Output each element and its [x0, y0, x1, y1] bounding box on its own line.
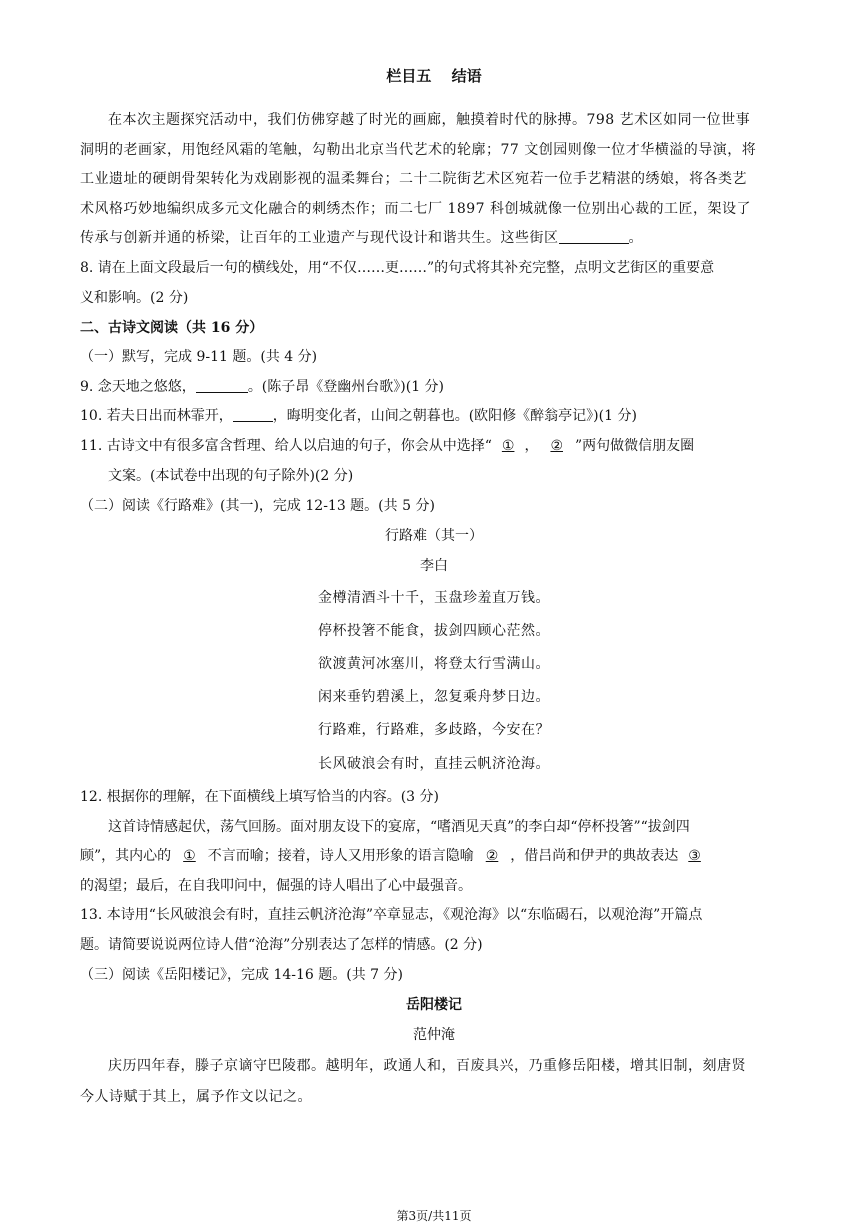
poem2-author: 范仲淹	[413, 1027, 455, 1043]
poem1-author: 李白	[420, 558, 448, 574]
sub2-title: （二）阅读《行路难》(其一)，完成 12-13 题。(共 5 分)	[80, 498, 435, 514]
question-12-line: 的渴望；最后，在自我叩问中，倔强的诗人唱出了心中最强音。	[80, 878, 472, 894]
poem1-line: 行路难，行路难，多歧路，今安在？	[318, 722, 550, 738]
section-title: 栏目五 结语	[386, 67, 482, 85]
passage-line: 洞明的老画家，用饱经风霜的笔触，勾勒出北京当代艺术的轮廓；77 文创园则像一位才华横溢的导演，将	[80, 142, 757, 158]
question-10-post: ，晦明变化者，山间之朝暮也。(欧阳修《醉翁亭记》)(1 分)	[272, 408, 637, 424]
poem1-line: 金樽清酒斗十千，玉盘珍羞直万钱。	[318, 590, 550, 606]
page-footer: 第3页/共11页	[396, 1209, 472, 1223]
blank-2[interactable]: ②	[485, 848, 499, 864]
poem2-line: 今人诗赋于其上，属予作文以记之。	[80, 1089, 312, 1105]
passage-line: 在本次主题探究活动中，我们仿佛穿越了时光的画廊，触摸着时代的脉搏。798 艺术区如同一位世事	[108, 112, 751, 128]
question-10-pre: 10. 若夫日出而林霏开，	[80, 408, 233, 424]
answer-blank[interactable]	[559, 229, 629, 244]
q12-text: 不言而喻；接着，诗人又用形象的语言隐喻	[207, 848, 474, 864]
question-11-mid: ，	[524, 438, 539, 454]
question-11-pre: 11. 古诗文中有很多富含哲理、给人以启迪的句子，你会从中选择“	[80, 438, 492, 454]
q12-text: ，借吕尚和伊尹的典故表达	[510, 848, 679, 864]
blank-3[interactable]: ③	[688, 848, 701, 864]
sub1-title: （一）默写，完成 9-11 题。(共 4 分)	[80, 349, 318, 365]
passage-line: 传承与创新并通的桥梁，让百年的工业遗产与现代设计和谐共生。这些街区 。	[80, 230, 643, 246]
blank-1[interactable]: ①	[501, 438, 515, 454]
sub3-title: （三）阅读《岳阳楼记》，完成 14-16 题。(共 7 分)	[80, 967, 403, 983]
question-8-cont: 义和影响。(2 分)	[80, 290, 189, 306]
poem1-line: 停杯投箸不能食，拔剑四顾心茫然。	[318, 623, 550, 639]
poem1-title: 行路难（其一）	[385, 528, 483, 544]
poem1-line: 欲渡黄河冰塞川，将登太行雪满山。	[318, 656, 550, 672]
q12-text: 顾”，其内心的	[80, 848, 172, 864]
poem2-line: 庆历四年春，滕子京谪守巴陵郡。越明年，政通人和，百废具兴，乃重修岳阳楼，增其旧制，刻唐贤	[108, 1058, 746, 1074]
question-12-stem: 12. 根据你的理解，在下面横线上填写恰当的内容。(3 分)	[80, 789, 439, 805]
part2-title: 二、古诗文阅读（共 16 分）	[80, 320, 264, 336]
poem2-title: 岳阳楼记	[406, 997, 462, 1013]
question-10	[80, 406, 637, 426]
question-9-pre: 9. 念天地之悠悠，	[80, 379, 196, 395]
answer-blank[interactable]	[196, 378, 248, 393]
question-11-post: ”两句做微信朋友圈	[575, 438, 695, 454]
poem1-line: 长风破浪会有时，直挂云帆济沧海。	[318, 756, 550, 772]
poem1-line: 闲来垂钓碧溪上，忽复乘舟梦日边。	[318, 689, 550, 705]
question-11-cont: 文案。(本试卷中出现的句子除外)(2 分)	[108, 468, 354, 484]
question-9-post: 。(陈子昂《登幽州台歌》)(1 分)	[247, 379, 445, 395]
blank-1[interactable]: ①	[183, 848, 196, 864]
passage-line: 术风格巧妙地编织成多元文化融合的刺绣杰作；而二七厂 1897 科创城就像一位别出心裁的工匠，架设了	[80, 201, 752, 217]
question-13-cont: 题。请简要说说两位诗人借“沧海”分别表达了怎样的情感。(2 分)	[80, 937, 483, 953]
blank-2[interactable]: ②	[550, 438, 563, 454]
question-9	[80, 377, 444, 397]
question-13: 13. 本诗用“长风破浪会有时，直挂云帆济沧海”卒章显志，《观沧海》以“东临碣石，以观沧海”开篇点	[80, 907, 703, 923]
passage-line: 工业遗址的硬朗骨架转化为戏剧影视的温柔舞台；二十二院街艺术区宛若一位手艺精湛的绣娘，将各类艺	[80, 171, 747, 187]
question-11	[80, 436, 694, 456]
question-12-line: 这首诗情感起伏，荡气回肠。面对朋友设下的宴席，“嗜酒见天真”的李白却“停杯投箸”“拔剑四	[108, 819, 690, 835]
question-12-line	[80, 846, 707, 866]
answer-blank[interactable]	[233, 407, 273, 422]
question-8: 8. 请在上面文段最后一句的横线处，用“不仅……更……”的句式将其补充完整，点明文艺街区的重要意	[80, 260, 715, 276]
passage-last-text: 传承与创新并通的桥梁，让百年的工业遗产与现代设计和谐共生。这些街区	[80, 230, 559, 246]
